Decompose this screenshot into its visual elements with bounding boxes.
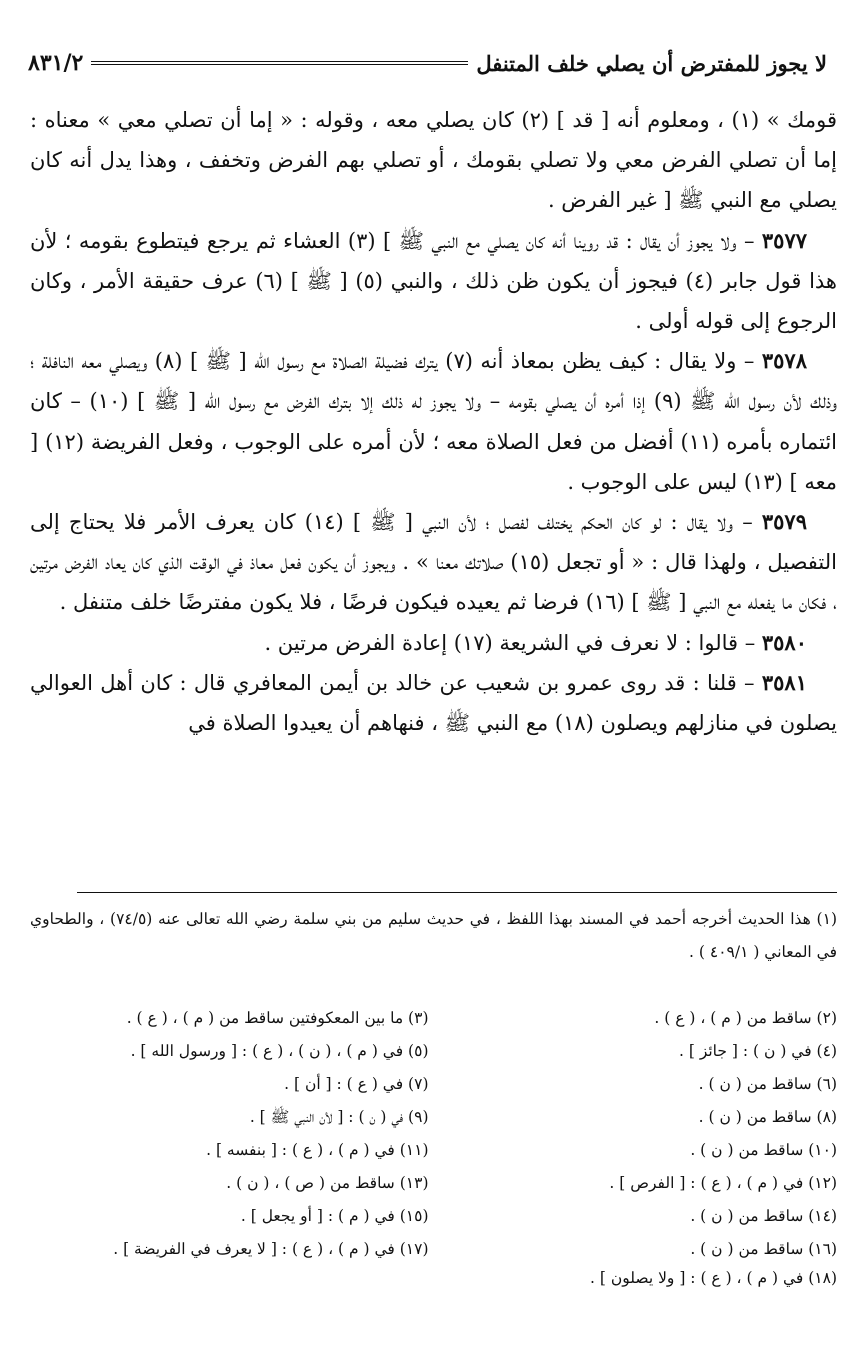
paragraph: قومك » (١) ، ومعلوم أنه [ قد ] (٢) كان يصلي معه ، وقوله : « إما أن تصلي معي » معناه : إما أن تصلي الفرض معي ولا تصلي بقومك ، أو تصلي بهم الفرض وتخفف ، وهذا يدل أنه كان يصلي مع النبي ﷺ [ غير الفرض . (30, 108, 837, 213)
main-text (30, 100, 837, 743)
footnote-grid (30, 1002, 837, 1266)
page-number: ٨٣١/٢ (28, 50, 84, 76)
issue-number: ٣٥٨١ (761, 669, 807, 695)
footnote-divider (77, 892, 837, 893)
footnote: (١٤) ساقط من ( ن ) . (690, 1207, 837, 1225)
footnote: (١٢) في ( م ) ، ( ع ) : [ الفرص ] . (609, 1174, 837, 1192)
paragraph: ٣٥٧٨ – ولا يقال : كيف يظن بمعاذ أنه (٧) يترك فضيلة الصلاة مع رسول الله [ ﷺ ] (٨) ويصلي معه النافلة ؛ وذلك لأن رسول الله ﷺ (٩) إذا أمره أن يصلي بقومه – ولا يجوز له ذلك إلا بترك الفرض مع رسول الله [ ﷺ ] (١٠) – كان ائتماره بأمره (١١) أفضل من فعل الصلاة معه ؛ لأن أمره على الوجوب ، وفعل الفريضة (١٢) [ معه ] (١٣) ليس على الوجوب . (30, 348, 838, 494)
footnote: (٦) ساقط من ( ن ) . (698, 1075, 837, 1093)
issue-number: ٣٥٧٩ (761, 509, 807, 535)
footnote: (١٥) في ( م ) : [ أو يجعل ] . (240, 1207, 429, 1225)
issue-number: ٣٥٧٧ (761, 227, 808, 253)
footnote: (٢) ساقط من ( م ) ، ( ع ) . (654, 1009, 837, 1027)
running-title: لا يجوز للمفترض أن يصلي خلف المتنفل (476, 50, 827, 76)
footnote: (١) هذا الحديث أخرجه أحمد في المسند بهذا اللفظ ، في حديث سليم من بني سلمة رضي الله تعالى عنه (٧٤/٥) ، والطحاوي في المعاني ( ٤٠٩/١ ) . (30, 910, 837, 961)
footnote: (٣) ما بين المعكوفتين ساقط من ( م ) ، ( ع ) . (126, 1009, 429, 1027)
footnote: (٧) في ( ع ) : [ أن ] . (284, 1075, 429, 1093)
header-rule (91, 61, 468, 65)
footnote: (١١) في ( م ) ، ( ع ) : [ بنفسه ] . (206, 1141, 429, 1159)
footnote: (١٧) في ( م ) ، ( ع ) : [ لا يعرف في الفريضة ] . (113, 1240, 429, 1258)
paragraph: ٣٥٧٧ – ولا يجوز أن يقال : قد روينا أنه كان يصلي مع النبي ﷺ ] (٣) العشاء ثم يرجع فيتطوع بقومه ؛ لأن هذا قول جابر (٤) فيجوز أن يكون ظن ذلك ، والنبي (٥) [ ﷺ ] (٦) عرف حقيقة الأمر ، وكان الرجوع إلى قوله أولى . (30, 227, 837, 334)
footnote: (١٠) ساقط من ( ن ) . (690, 1141, 837, 1159)
footnote: (٥) في ( م ) ، ( ن ) ، ( ع ) : [ ورسول الله ] . (130, 1042, 429, 1060)
footnote: (١٨) في ( م ) ، ( ع ) : [ ولا يصلون ] . (590, 1269, 837, 1287)
paragraph: ٣٥٨١ – قلنا : قد روى عمرو بن شعيب عن خالد بن أيمن المعافري قال : كان أهل العوالي يصلون في منازلهم ويصلون (١٨) مع النبي ﷺ ، فنهاهم أن يعيدوا الصلاة في (30, 669, 837, 736)
paragraph: ٣٥٧٩ – ولا يقال : لو كان الحكم يختلف لفصل ؛ لأن النبي [ ﷺ ] (١٤) كان يعرف الأمر فلا يحتاج إلى التفصيل ، ولهذا قال : « أو تجعل (١٥) صلاتك معنا » . ويجوز أن يكون فعل معاذ في الوقت الذي كان يعاد الفرض مرتين ، فكان ما يفعله مع النبي [ ﷺ ] (١٦) فرضا ثم يعيده فيكون فرضًا ، فلا يكون مفترضًا خلف متنفل . (30, 509, 838, 615)
footnote: (١٣) ساقط من ( ص ) ، ( ن ) . (226, 1174, 429, 1192)
issue-number: ٣٥٧٨ (761, 348, 807, 374)
page-header (28, 46, 827, 80)
footnote: (١٦) ساقط من ( ن ) . (690, 1240, 837, 1258)
issue-number: ٣٥٨٠ (761, 629, 807, 655)
footnote: (٩) في ( ن ) : [ لأن النبي ﷺ ] . (249, 1108, 429, 1126)
footnote: (٤) في ( ن ) : [ جائز ] . (678, 1042, 837, 1060)
paragraph: ٣٥٨٠ – قالوا : لا نعرف في الشريعة (١٧) إعادة الفرض مرتين . (264, 629, 807, 655)
footnote: (٨) ساقط من ( ن ) . (698, 1108, 837, 1126)
